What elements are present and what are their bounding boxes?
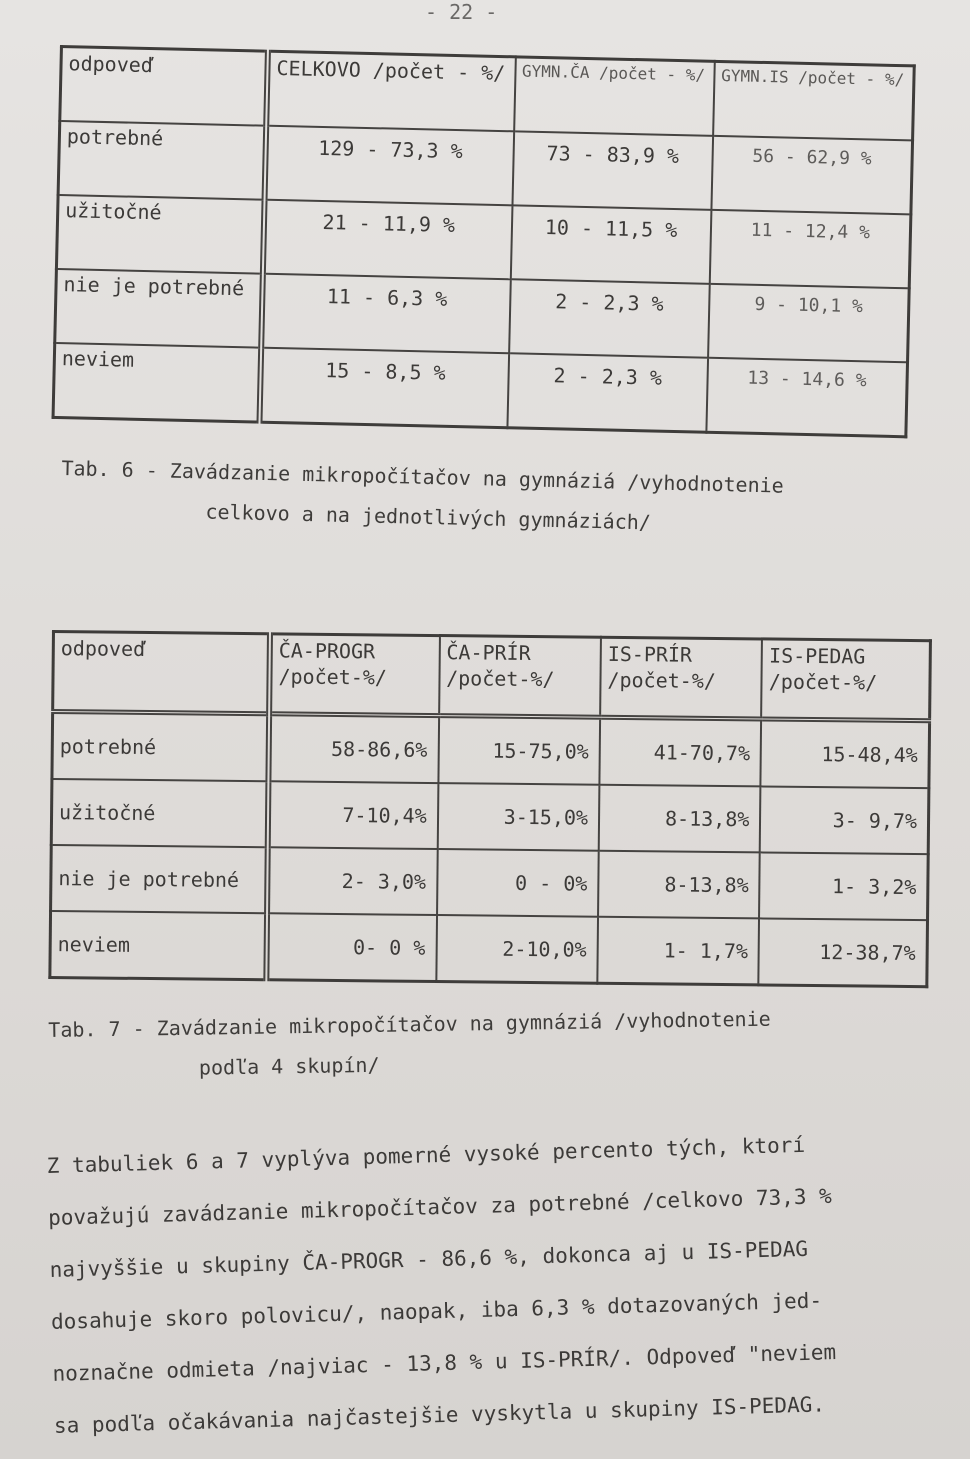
cell-is-prir: 8-13,8% <box>599 785 761 853</box>
cell-ca-prir: 3-15,0% <box>437 783 599 851</box>
table-7 <box>48 630 932 988</box>
cell-celkovo: 129 - 73,3 % <box>265 126 514 206</box>
row-label: potrebné <box>58 121 266 200</box>
table-row <box>51 779 929 854</box>
cell-gymn-is: 9 - 10,1 % <box>708 284 909 363</box>
table-header-row <box>53 632 931 721</box>
caption-line: celkovo a na jednotlivých gymnáziách/ <box>205 499 652 535</box>
table-row <box>51 845 929 920</box>
header-gymn-is: GYMN.IS /počet - %/ <box>713 61 914 140</box>
cell-is-prir: 41-70,7% <box>599 717 761 786</box>
cell-gymn-is: 11 - 12,4 % <box>709 210 910 289</box>
cell-is-pedag: 15-48,4% <box>761 719 930 788</box>
cell-is-prir: 1- 1,7% <box>597 917 759 985</box>
caption-line: podľa 4 skupín/ <box>198 1052 380 1080</box>
row-label: neviem <box>53 343 261 422</box>
page-number: - 22 - <box>425 0 498 24</box>
paragraph-line: sa podľa očakávania najčastejšie vyskytla u skupiny IS-PEDAG. <box>53 1392 826 1438</box>
cell-ca-progr: 58-86,6% <box>268 714 438 783</box>
paragraph-line: dosahuje skoro polovicu/, naopak, iba 6,3 % dotazovaných jed- <box>50 1288 823 1334</box>
cell-gymn-is: 13 - 14,6 % <box>706 358 907 437</box>
cell-is-prir: 8-13,8% <box>598 851 760 919</box>
header-is-prir: IS-PRÍR /počet-%/ <box>600 637 762 719</box>
table-7-caption <box>48 999 772 1090</box>
paragraph-line: noznačne odmieta /najviac - 13,8 % u IS-PRÍR/. Odpoveď "neviem <box>52 1340 837 1386</box>
caption-line: Tab. 6 - Zavádzanie mikropočítačov na gymnáziá /vyhodnotenie <box>61 455 785 498</box>
cell-ca-progr: 0- 0 % <box>266 913 436 981</box>
cell-celkovo: 21 - 11,9 % <box>263 200 512 280</box>
cell-celkovo: 11 - 6,3 % <box>261 274 510 354</box>
cell-is-pedag: 3- 9,7% <box>760 786 929 854</box>
header-ca-progr: ČA-PROGR /počet-%/ <box>269 634 439 716</box>
row-label: neviem <box>50 911 267 980</box>
table-6 <box>52 45 916 438</box>
table-row <box>52 712 930 789</box>
table-row <box>50 911 928 987</box>
cell-ca-prir: 0 - 0% <box>437 849 599 917</box>
row-label: užitočné <box>56 195 264 274</box>
row-label: užitočné <box>51 779 268 847</box>
cell-gymn-is: 56 - 62,9 % <box>711 136 912 215</box>
cell-celkovo: 15 - 8,5 % <box>259 348 508 428</box>
paragraph-line: najvyššie u skupiny ČA-PROGR - 86,6 %, dokonca aj u IS-PEDAG <box>49 1236 809 1282</box>
header-odpoved: odpoveď <box>60 47 268 126</box>
header-gymn-ca: GYMN.ČA /počet - %/ <box>514 57 715 136</box>
header-is-pedag: IS-PEDAG /počet-%/ <box>761 639 930 721</box>
cell-gymn-ca: 73 - 83,9 % <box>512 131 713 210</box>
header-ca-prir: ČA-PRÍR /počet-%/ <box>439 636 601 718</box>
caption-line: Tab. 7 - Zavádzanie mikropočítačov na gymnáziá /vyhodnotenie <box>48 1006 771 1042</box>
table-6-caption <box>60 448 784 546</box>
body-paragraph <box>46 1114 970 1452</box>
cell-ca-progr: 7-10,4% <box>268 781 438 849</box>
row-label: nie je potrebné <box>51 845 268 913</box>
cell-ca-prir: 15-75,0% <box>438 716 600 785</box>
cell-is-pedag: 12-38,7% <box>759 918 928 986</box>
header-odpoved: odpoveď <box>53 632 270 714</box>
cell-ca-prir: 2-10,0% <box>436 915 598 983</box>
row-label: nie je potrebné <box>55 269 263 348</box>
cell-is-pedag: 1- 3,2% <box>759 852 928 920</box>
cell-gymn-ca: 10 - 11,5 % <box>510 205 711 284</box>
header-celkovo: CELKOVO /počet - %/ <box>266 51 515 131</box>
cell-gymn-ca: 2 - 2,3 % <box>507 353 708 432</box>
cell-gymn-ca: 2 - 2,3 % <box>509 279 710 358</box>
cell-ca-progr: 2- 3,0% <box>267 847 437 915</box>
paragraph-line: považujú zavádzanie mikropočítačov za potrebné /celkovo 73,3 % <box>47 1184 833 1230</box>
row-label: potrebné <box>52 712 269 782</box>
paragraph-line: Z tabuliek 6 a 7 vyplýva pomerné vysoké percento tých, ktorí <box>46 1132 806 1178</box>
